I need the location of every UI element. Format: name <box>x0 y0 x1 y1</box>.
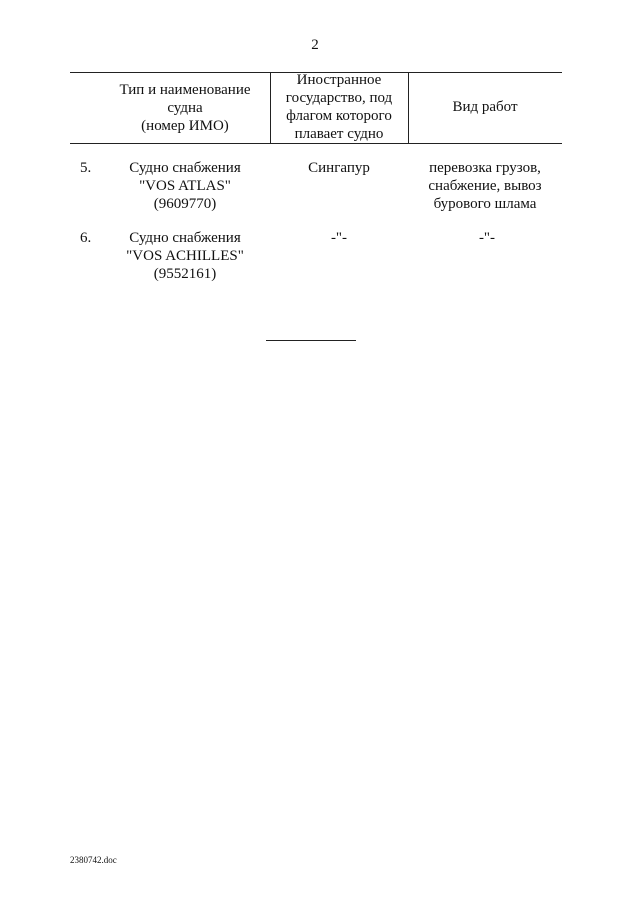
header-text-line: Тип и наименование <box>119 82 251 98</box>
header-cell-flag-state <box>270 71 408 143</box>
row-flag-state: -"- <box>330 230 348 246</box>
row-vessel-name <box>100 159 270 213</box>
header-cell-work-type <box>408 98 562 116</box>
cell-text-line: перевозка грузов, <box>429 160 541 176</box>
page-number: 2 <box>311 37 319 53</box>
cell-text-line: (9609770) <box>153 196 217 212</box>
row-number: 5. <box>80 160 92 176</box>
header-text-line: плавает судно <box>294 126 384 142</box>
cell-text-line: (9552161) <box>153 266 217 282</box>
header-cell-vessel-name <box>100 81 270 135</box>
cell-text-line: "VOS ATLAS" <box>139 178 231 194</box>
header-text-line: государство, под <box>285 90 393 106</box>
header-text-line: Иностранное <box>296 72 382 88</box>
cell-text-line: снабжение, вывоз <box>428 178 542 194</box>
footer-filename: 2380742.doc <box>70 855 117 865</box>
row-work-type <box>408 159 562 213</box>
table-header-bottom-rule <box>70 143 562 144</box>
row-number: 6. <box>80 230 92 246</box>
cell-text-line: -"- <box>478 230 496 246</box>
row-flag-state: Сингапур <box>308 160 370 176</box>
row-vessel-name <box>100 229 270 283</box>
header-text-line: Вид работ <box>452 99 518 115</box>
cell-text-line: Судно снабжения <box>129 230 241 246</box>
cell-text-line: бурового шлама <box>433 196 537 212</box>
header-text-line: судна <box>167 100 203 116</box>
cell-text-line: "VOS ACHILLES" <box>126 248 244 264</box>
header-text-line: (номер ИМО) <box>141 118 229 134</box>
header-text-line: флагом которого <box>286 108 392 124</box>
row-work-type <box>410 229 564 247</box>
end-of-table-rule <box>266 340 356 341</box>
cell-text-line: Судно снабжения <box>129 160 241 176</box>
